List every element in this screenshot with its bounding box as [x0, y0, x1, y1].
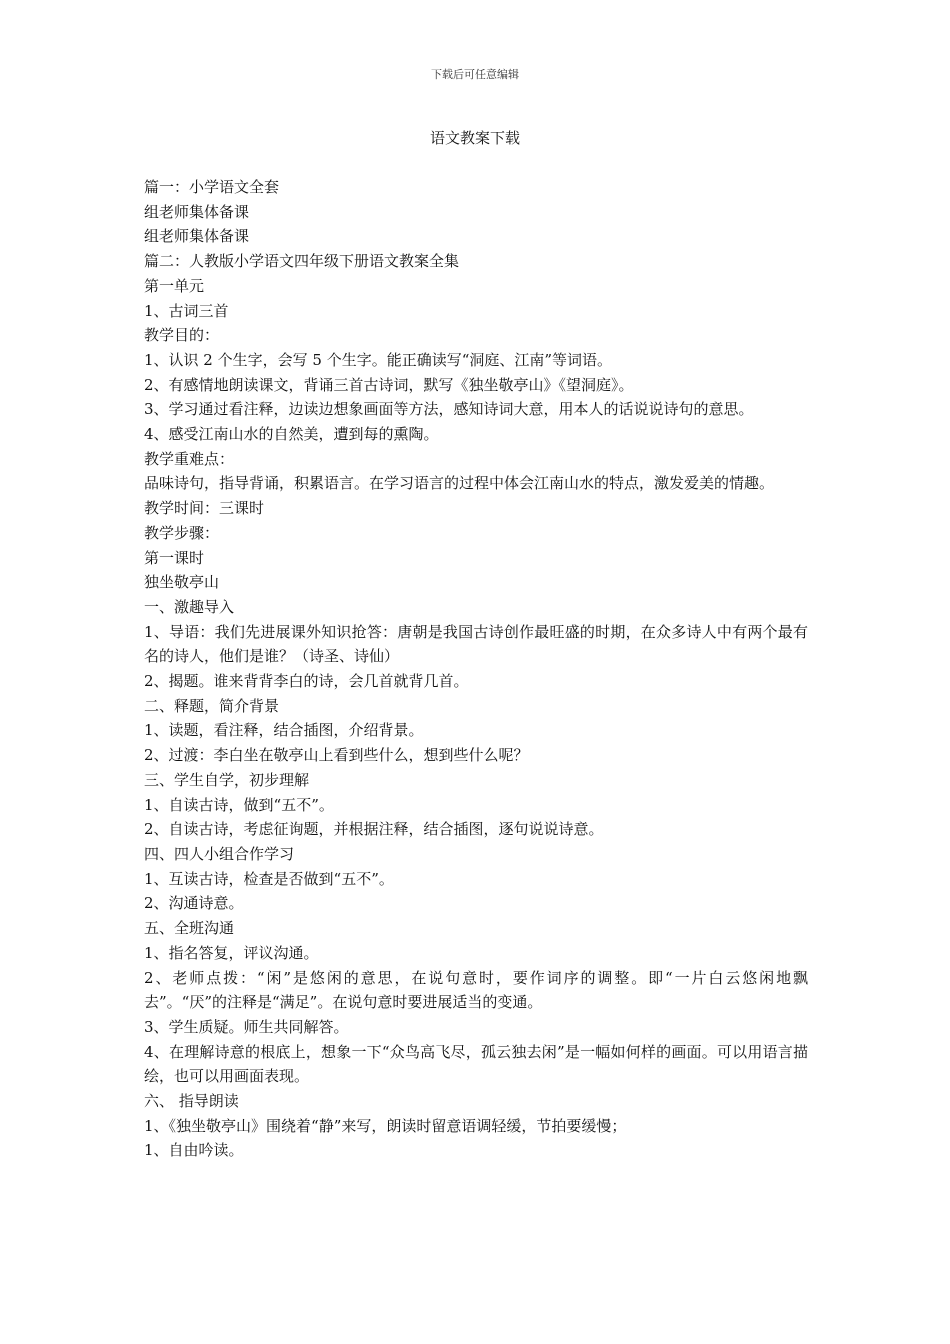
body-line: 1、自读古诗，做到“五不”。 — [144, 795, 334, 814]
body-line: 教学时间：三课时 — [144, 499, 265, 518]
body-line: 组老师集体备课 — [144, 227, 250, 246]
body-line: 第一课时 — [144, 548, 205, 567]
body-line: 五、全班沟通 — [144, 919, 235, 938]
body-line: 组老师集体备课 — [144, 202, 250, 221]
header-note: 下载后可任意编辑 — [431, 68, 519, 81]
document-body — [144, 175, 808, 1163]
body-line: 3、学生质疑。师生共同解答。 — [144, 1017, 349, 1036]
body-line: 2、过渡：李白坐在敬亭山上看到些什么，想到些什么呢？ — [144, 746, 529, 765]
body-line: 2、揭题。谁来背背李白的诗，会几首就背几首。 — [144, 672, 469, 691]
body-line: 篇二：人教版小学语文四年级下册语文教案全集 — [144, 252, 460, 271]
document-title: 语文教案下载 — [429, 129, 520, 147]
body-line: 2、沟通诗意。 — [144, 894, 244, 913]
body-line: 教学重难点： — [144, 449, 235, 468]
body-line: 1、古词三首 — [144, 301, 229, 320]
body-line: 1、导语：我们先进展课外知识抢答：唐朝是我国古诗创作最旺盛的时期，在众多诗人中有两个最有名的诗人，他们是谁？（诗圣、诗仙） — [144, 622, 808, 666]
body-line: 三、学生自学，初步理解 — [144, 770, 310, 789]
body-line: 2、老师点拨：“闲”是悠闲的意思，在说句意时，要作词序的调整。即“一片白云悠闲地飘去”。“厌”的注释是“满足”。在说句意时要进展适当的变通。 — [144, 968, 808, 1012]
body-line: 1、指名答复，评议沟通。 — [144, 943, 319, 962]
body-line: 四、四人小组合作学习 — [144, 844, 295, 863]
body-line: 二、释题，简介背景 — [144, 696, 280, 715]
body-line: 教学目的： — [144, 326, 220, 345]
body-line: 独坐敬亭山 — [144, 573, 220, 592]
body-line: 2、自读古诗，考虑征询题，并根据注释，结合插图，逐句说说诗意。 — [144, 820, 604, 839]
body-line: 六、 指导朗读 — [144, 1092, 239, 1111]
body-line: 4、感受江南山水的自然美，遭到每的熏陶。 — [144, 425, 439, 444]
body-line: 第一单元 — [144, 276, 205, 295]
body-line: 3、学习通过看注释，边读边想象画面等方法，感知诗词大意，用本人的话说说诗句的意思。 — [144, 400, 754, 419]
body-line: 1、自由吟读。 — [144, 1141, 244, 1160]
body-line: 1、《独坐敬亭山》围绕着“静”来写，朗读时留意语调轻缓，节拍要缓慢； — [144, 1116, 627, 1135]
body-line: 篇一：小学语文全套 — [144, 178, 280, 196]
body-line: 1、读题，看注释，结合插图，介绍背景。 — [144, 721, 424, 740]
body-line: 1、认识 2 个生字，会写 5 个生字。能正确读写“洞庭、江南”等词语。 — [144, 350, 613, 369]
body-line: 教学步骤： — [144, 523, 220, 542]
body-line: 一、激趣导入 — [144, 597, 235, 616]
body-line: 品味诗句，指导背诵，积累语言。在学习语言的过程中体会江南山水的特点，激发爱美的情趣。 — [144, 474, 775, 493]
body-line: 1、互读古诗，检查是否做到“五不”。 — [144, 869, 394, 888]
body-line: 4、在理解诗意的根底上，想象一下“众鸟高飞尽，孤云独去闲”是一幅如何样的画面。可以用语言描绘，也可以用画面表现。 — [144, 1042, 808, 1086]
body-line: 2、有感情地朗读课文，背诵三首古诗词，默写《独坐敬亭山》《望洞庭》。 — [144, 375, 634, 394]
